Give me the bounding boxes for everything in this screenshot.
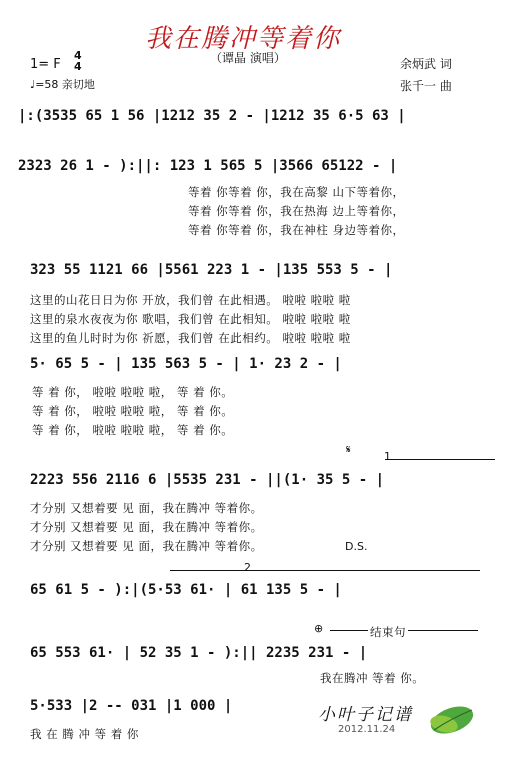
lyric-row-8: 我 在 腾 冲 等 着 你 bbox=[30, 727, 139, 741]
volta-bracket-1 bbox=[385, 459, 495, 460]
coda-line-left bbox=[330, 630, 368, 631]
lyric-row-5-verse-2: 才分别 又想着要 见 面，我在腾冲 等着你。 bbox=[30, 520, 263, 534]
notation-row-4: 5· 65 5 - | 135 563 5 - | 1· 23 2 - | bbox=[30, 356, 342, 372]
lyric-row-5-verse-3: 才分别 又想着要 见 面，我在腾冲 等着你。 bbox=[30, 539, 263, 553]
notation-row-6: 65 61 5 - ):|(5·53 61· | 61 135 5 - | bbox=[30, 582, 342, 598]
lyric-row-4-verse-3: 等 着 你， 啦啦 啦啦 啦， 等 着 你。 bbox=[32, 423, 234, 437]
lyric-row-2-verse-3: 等着 你等着 你，我在神柱 身边等着你， bbox=[188, 223, 405, 237]
volta-1-label: 1 bbox=[384, 450, 391, 463]
volta-bracket-2 bbox=[170, 570, 480, 571]
transcriber-signature: 小叶子记谱 bbox=[318, 705, 413, 725]
lyric-row-4-verse-2: 等 着 你， 啦啦 啦啦 啦， 等 着 你。 bbox=[32, 404, 234, 418]
lyric-row-4-verse-1: 等 着 你， 啦啦 啦啦 啦， 等 着 你。 bbox=[32, 385, 234, 399]
key-signature: 1= F bbox=[30, 57, 61, 72]
notation-row-3: 323 55 1121 66 |5561 223 1 - |135 553 5 - | bbox=[30, 262, 393, 278]
coda-sign: ⊕ bbox=[314, 622, 324, 635]
transcription-date: 2012.11.24 bbox=[338, 724, 396, 735]
notation-row-8: 5·533 |2 -- 031 |1 000 | bbox=[30, 698, 233, 714]
notation-row-2: 2323 26 1 - ):||: 123 1 565 5 |3566 65122 - | bbox=[18, 158, 398, 174]
lyric-row-5-verse-1: 才分别 又想着要 见 面，我在腾冲 等着你。 bbox=[30, 501, 263, 515]
time-top: 4 bbox=[74, 49, 82, 62]
coda-line-right bbox=[408, 630, 478, 631]
notation-row-5: 2223 556 2116 6 |5535 231 - ||(1· 35 5 - | bbox=[30, 472, 385, 488]
time-bottom: 4 bbox=[74, 60, 82, 73]
notation-row-7: 65 553 61· | 52 35 1 - ):|| 2235 231 - | bbox=[30, 645, 368, 661]
song-title: 我在腾冲等着你 bbox=[145, 24, 342, 54]
lyric-row-2-verse-2: 等着 你等着 你，我在热海 边上等着你， bbox=[188, 204, 405, 218]
dal-segno-mark: D.S. bbox=[345, 540, 368, 553]
composer-credit: 张千一 曲 bbox=[400, 79, 452, 93]
notation-row-1: |:(3535 65 1 56 |1212 35 2 - |1212 35 6·5 63 | bbox=[18, 108, 406, 124]
time-signature bbox=[74, 50, 82, 72]
leaf-icon bbox=[422, 700, 480, 736]
lyric-row-3-verse-2: 这里的泉水夜夜为你 歌唱，我们曾 在此相知。 啦啦 啦啦 啦 bbox=[30, 312, 351, 326]
volta-2-label: 2 bbox=[244, 561, 251, 574]
lyricist-credit: 余炳武 词 bbox=[400, 57, 452, 71]
lyric-row-7: 我在腾冲 等着 你。 bbox=[320, 671, 425, 685]
segno-sign: 𝄋 bbox=[346, 443, 351, 456]
lyric-row-3-verse-1: 这里的山花日日为你 开放，我们曾 在此相遇。 啦啦 啦啦 啦 bbox=[30, 293, 351, 307]
lyric-row-3-verse-3: 这里的鱼儿时时为你 祈愿，我们曾 在此相约。 啦啦 啦啦 啦 bbox=[30, 331, 351, 345]
singer-credit: （谭晶 演唱） bbox=[210, 51, 286, 65]
coda-label: 结束句 bbox=[370, 625, 406, 639]
lyric-row-2-verse-1: 等着 你等着 你，我在高黎 山下等着你， bbox=[188, 185, 405, 199]
tempo-marking: ♩=58 亲切地 bbox=[30, 78, 95, 91]
